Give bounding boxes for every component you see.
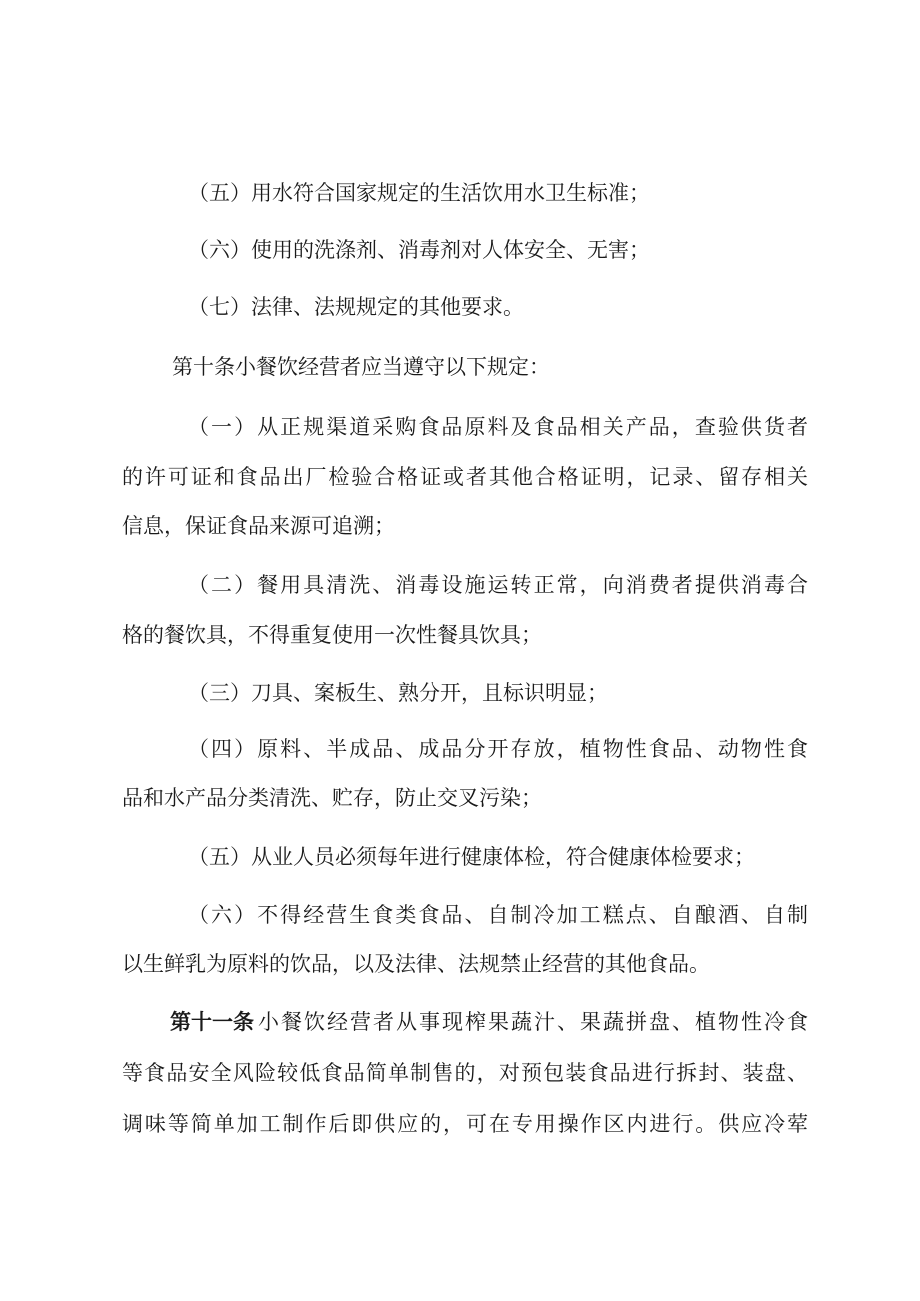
- article-10-item-1-line-3: 信息，保证食品来源可追溯；: [122, 514, 395, 538]
- article-11-line-2: 等食品安全风险较低食品简单制售的，对预包装食品进行拆封、装盘、: [122, 1061, 808, 1085]
- article-10-item-2-line-1: （二）餐用具清洗、消毒设施运转正常，向消费者提供消毒合: [188, 573, 808, 597]
- article-10-item-4-line-2: 品和水产品分类清洗、贮存，防止交叉污染；: [122, 786, 542, 810]
- article-11-line-1: [170, 1009, 808, 1035]
- item-7-other-requirements: （七）法律、法规规定的其他要求。: [188, 295, 524, 319]
- article-10-heading: 第十条小餐饮经营者应当遵守以下规定：: [172, 355, 550, 379]
- article-10-item-1-line-2: 的许可证和食品出厂检验合格证或者其他合格证明，记录、留存相关: [122, 465, 808, 489]
- item-6-detergent-safety: （六）使用的洗涤剂、消毒剂对人体安全、无害；: [188, 238, 650, 262]
- article-10-item-5: （五）从业人员必须每年进行健康体检，符合健康体检要求；: [188, 845, 755, 869]
- article-10-item-3: （三）刀具、案板生、熟分开，且标识明显；: [188, 681, 608, 705]
- article-10-item-2-line-2: 格的餐饮具，不得重复使用一次性餐具饮具；: [122, 623, 542, 647]
- article-10-item-6-line-2: 以生鲜乳为原料的饮品，以及法律、法规禁止经营的其他食品。: [122, 952, 710, 976]
- article-10-item-1-line-1: （一）从正规渠道采购食品原料及食品相关产品，查验供货者: [188, 415, 808, 439]
- article-11-line-1-text: 小餐饮经营者从事现榨果蔬汁、果蔬拼盘、植物性冷食: [258, 1010, 808, 1034]
- article-10-item-6-line-1: （六）不得经营生食类食品、自制冷加工糕点、自酿酒、自制: [188, 903, 808, 927]
- item-5-water-standard: （五）用水符合国家规定的生活饮用水卫生标准；: [188, 181, 650, 205]
- article-11-line-3: 调味等简单加工制作后即供应的，可在专用操作区内进行。供应冷荤: [122, 1112, 808, 1136]
- article-10-item-4-line-1: （四）原料、半成品、成品分开存放，植物性食品、动物性食: [188, 737, 808, 761]
- article-11-label: 第十一条: [170, 1009, 254, 1034]
